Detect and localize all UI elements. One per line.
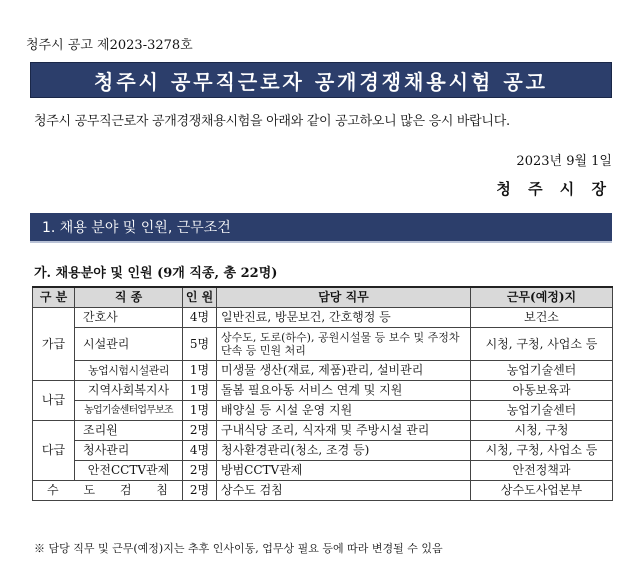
count-cell: 1명 <box>183 401 217 421</box>
count-cell: 1명 <box>183 361 217 381</box>
notice-date: 2023년 9월 1일 <box>516 154 612 169</box>
header-job: 직 종 <box>75 287 183 308</box>
job-cell: 안전CCTV관제 <box>75 461 183 481</box>
place-cell: 아동보육과 <box>471 381 613 401</box>
place-cell: 시청, 구청, 사업소 등 <box>471 328 613 361</box>
job-cell: 농업기술센터업무보조 <box>75 401 183 421</box>
section-title: 1. 채용 분야 및 인원, 근무조건 <box>42 220 231 236</box>
count-cell: 2명 <box>183 481 217 501</box>
duty-cell: 방범CCTV관제 <box>217 461 471 481</box>
issuer-name: 청 주 시 장 <box>496 180 612 198</box>
duty-cell: 돌봄 필요아동 서비스 연계 및 지원 <box>217 381 471 401</box>
section-header <box>30 213 612 243</box>
table-header-row <box>33 287 613 308</box>
place-cell: 시청, 구청 <box>471 421 613 441</box>
job-cell: 시설관리 <box>75 328 183 361</box>
table-row <box>33 441 613 461</box>
job-cell: 간호사 <box>75 308 183 328</box>
page-title: 청주시 공무직근로자 공개경쟁채용시험 공고 <box>30 62 612 98</box>
table-row <box>33 361 613 381</box>
duty-cell: 미생물 생산(재료, 제품)관리, 설비관리 <box>217 361 471 381</box>
place-cell: 보건소 <box>471 308 613 328</box>
count-cell: 4명 <box>183 441 217 461</box>
header-place: 근무(예정)지 <box>471 287 613 308</box>
group-label: 다급 <box>33 421 75 481</box>
job-cell: 농업시험시설관리 <box>75 361 183 381</box>
header-category: 구 분 <box>33 287 75 308</box>
duty-cell: 상수도 검침 <box>217 481 471 501</box>
footnote: ※ 담당 직무 및 근무(예정)지는 추후 인사이동, 업무상 필요 등에 따라 변경될 수 있음 <box>34 542 443 555</box>
count-cell: 2명 <box>183 421 217 441</box>
table-row <box>33 328 613 361</box>
count-cell: 1명 <box>183 381 217 401</box>
place-cell: 상수도사업본부 <box>471 481 613 501</box>
duty-cell: 구내식당 조리, 식자재 및 주방시설 관리 <box>217 421 471 441</box>
table-row <box>33 481 613 501</box>
count-cell: 4명 <box>183 308 217 328</box>
job-cell: 지역사회복지사 <box>75 381 183 401</box>
header-count: 인 원 <box>183 287 217 308</box>
place-cell: 농업기술센터 <box>471 361 613 381</box>
table-row <box>33 381 613 401</box>
intro-text: 청주시 공무직근로자 공개경쟁채용시험을 아래와 같이 공고하오니 많은 응시 바랍니다. <box>34 114 510 129</box>
place-cell: 시청, 구청, 사업소 등 <box>471 441 613 461</box>
duty-cell: 청사환경관리(청소, 조경 등) <box>217 441 471 461</box>
group-label: 나급 <box>33 381 75 421</box>
header-duty: 담당 직무 <box>217 287 471 308</box>
group-label: 가급 <box>33 308 75 381</box>
job-cell: 조리원 <box>75 421 183 441</box>
group-label: 수 도 검 침 <box>33 481 183 501</box>
notice-number: 청주시 공고 제2023-3278호 <box>26 38 193 53</box>
table-row <box>33 461 613 481</box>
count-cell: 2명 <box>183 461 217 481</box>
table-row <box>33 421 613 441</box>
recruitment-table <box>32 286 613 501</box>
table-row <box>33 401 613 421</box>
count-cell: 5명 <box>183 328 217 361</box>
table-row <box>33 308 613 328</box>
place-cell: 농업기술센터 <box>471 401 613 421</box>
duty-cell: 일반진료, 방문보건, 간호행정 등 <box>217 308 471 328</box>
subsection-title: 가. 채용분야 및 인원 (9개 직종, 총 22명) <box>34 266 278 281</box>
duty-cell: 상수도, 도로(하수), 공원시설물 등 보수 및 주정차단속 등 민원 처리 <box>217 328 471 361</box>
place-cell: 안전정책과 <box>471 461 613 481</box>
job-cell: 청사관리 <box>75 441 183 461</box>
duty-cell: 배양실 등 시설 운영 지원 <box>217 401 471 421</box>
